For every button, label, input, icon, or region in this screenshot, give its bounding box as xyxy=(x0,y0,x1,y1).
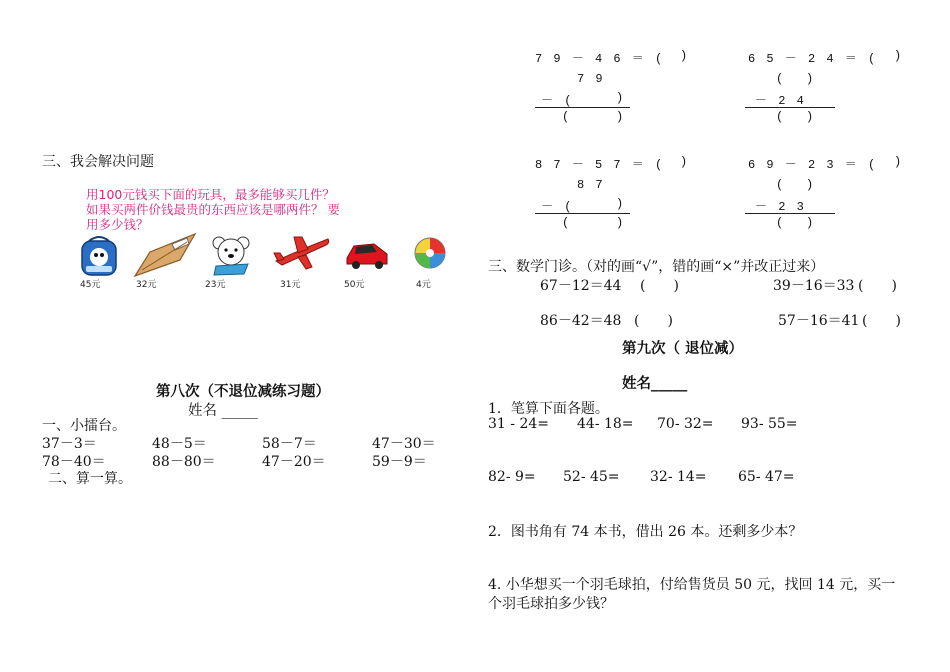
vertical-c-equation: 8 7 － 5 7 ＝ ( xyxy=(535,158,665,172)
vertical-b-minus: － 2 4 xyxy=(755,94,806,108)
q4-text-line2: 个羽毛球拍多少钱？ xyxy=(488,596,614,612)
vertical-a-top: 7 9 xyxy=(577,72,605,86)
vertical-d-rule xyxy=(745,213,835,214)
problem-line-1: 用100元钱买下面的玩具，最多能够买几件？ xyxy=(86,187,335,202)
price-bear: 23元 xyxy=(205,280,226,290)
price-airplane: 31元 xyxy=(280,280,301,290)
calc-48-5: 48－5＝ xyxy=(152,436,207,452)
price-ball: 4元 xyxy=(416,280,431,290)
calc-78-40: 78－40＝ xyxy=(42,454,106,470)
part1-title: 一、小擂台。 xyxy=(42,418,126,434)
vertical-c-paren-close: ) xyxy=(680,155,690,169)
ship-image xyxy=(132,230,198,278)
vertical-b-equation: 6 5 － 2 4 ＝ ( xyxy=(748,52,878,66)
vertical-a-result-open: ( xyxy=(562,110,572,124)
q4-text-line1: 4. 小华想买一个羽毛球拍，付给售货员 50 元，找回 14 元，买一 xyxy=(488,577,896,593)
bear-image xyxy=(210,234,254,276)
vertical-d-result-close: ) xyxy=(806,216,816,230)
backpack-image xyxy=(78,235,122,277)
vertical-d-result-open: ( xyxy=(776,216,786,230)
vertical-a-result-close: ) xyxy=(616,110,626,124)
vertical-c-top: 8 7 xyxy=(577,178,605,192)
vertical-d-minus: － 2 3 xyxy=(755,200,806,214)
q1-44-18: 44- 18= xyxy=(577,416,634,432)
calc-88-80: 88－80＝ xyxy=(152,454,216,470)
lesson9-name-field: 姓名_____ xyxy=(622,375,688,392)
calc-47-30: 47－30＝ xyxy=(372,436,436,452)
q2-text: 2．图书角有 74 本书，借出 26 本。还剩多少本？ xyxy=(488,524,803,540)
vertical-b-result-close: ) xyxy=(806,110,816,124)
q1-title: 1．笔算下面各题。 xyxy=(488,401,609,417)
q1-31-24: 31 - 24= xyxy=(488,416,549,432)
clinic-eq-2: 39－16＝33 xyxy=(773,278,855,294)
vertical-b-top-open: ( xyxy=(776,72,786,86)
vertical-d-top-close: ) xyxy=(806,178,816,192)
vertical-d-top-open: ( xyxy=(776,178,786,192)
price-backpack: 45元 xyxy=(80,280,101,290)
price-ship: 32元 xyxy=(136,280,157,290)
part2-title: 二、算一算。 xyxy=(48,471,132,487)
vertical-a-minus: － ( xyxy=(541,94,574,108)
calc-58-7: 58－7＝ xyxy=(262,436,317,452)
car-image xyxy=(344,236,390,272)
lesson9-title: 第九次（ 退位减） xyxy=(622,340,744,357)
q1-32-14: 32- 14= xyxy=(650,469,707,485)
q1-70-32: 70- 32= xyxy=(657,416,714,432)
calc-59-9: 59－9＝ xyxy=(372,454,427,470)
vertical-a-minus-close: ) xyxy=(616,91,626,105)
q1-52-45: 52- 45= xyxy=(563,469,620,485)
section3-title: 三、我会解决问题 xyxy=(42,154,154,170)
q1-93-55: 93- 55= xyxy=(741,416,798,432)
vertical-b-result-open: ( xyxy=(776,110,786,124)
vertical-a-equation: 7 9 － 4 6 ＝ ( xyxy=(535,52,665,66)
vertical-b-top-close: ) xyxy=(806,72,816,86)
clinic-paren-4: ( ) xyxy=(862,313,901,329)
vertical-a-rule xyxy=(535,107,630,108)
ball-image xyxy=(412,235,448,271)
q1-65-47: 65- 47= xyxy=(738,469,795,485)
vertical-b-rule xyxy=(745,107,835,108)
problem-line-2: 如果买两件价钱最贵的东西应该是哪两件？ 要 xyxy=(86,202,340,217)
vertical-c-result-open: ( xyxy=(562,216,572,230)
vertical-d-equation: 6 9 － 2 3 ＝ ( xyxy=(748,158,878,172)
clinic-paren-3: ( ) xyxy=(634,313,673,329)
vertical-b-paren-close: ) xyxy=(894,49,904,63)
vertical-c-minus: － ( xyxy=(541,200,574,214)
lesson8-name-field: 姓名 _____ xyxy=(188,403,258,419)
calc-47-20: 47－20＝ xyxy=(262,454,326,470)
vertical-d-paren-close: ) xyxy=(894,155,904,169)
clinic-eq-4: 57－16＝41 xyxy=(778,313,860,329)
clinic-eq-1: 67－12＝44 xyxy=(540,278,622,294)
problem-line-3: 用多少钱？ xyxy=(86,217,149,232)
price-car: 50元 xyxy=(344,280,365,290)
vertical-a-paren-close: ) xyxy=(680,49,690,63)
vertical-c-result-close: ) xyxy=(616,216,626,230)
clinic-title: 三、数学门诊。（对的画“√”，错的画“×”并改正过来） xyxy=(488,259,825,275)
vertical-c-minus-close: ) xyxy=(616,197,626,211)
q1-82-9: 82- 9= xyxy=(488,469,536,485)
lesson8-title: 第八次（不退位减练习题） xyxy=(156,383,330,400)
airplane-image xyxy=(272,231,332,271)
vertical-c-rule xyxy=(535,213,630,214)
clinic-eq-3: 86－42＝48 xyxy=(540,313,622,329)
clinic-paren-2: ( ) xyxy=(858,278,897,294)
clinic-paren-1: ( ) xyxy=(640,278,679,294)
calc-37-3: 37－3＝ xyxy=(42,436,97,452)
